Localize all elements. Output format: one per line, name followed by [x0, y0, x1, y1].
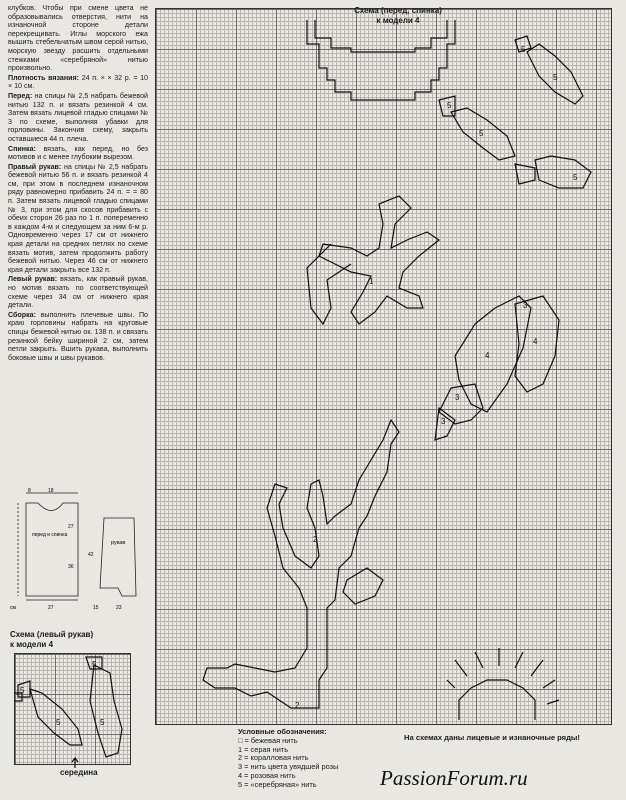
watermark: PassionForum.ru — [380, 766, 528, 790]
legend-item: □ = бежевая нить — [238, 735, 298, 745]
coral-motif — [203, 420, 399, 708]
dim-label: см — [10, 605, 16, 611]
svg-text:5: 5 — [92, 660, 97, 669]
garment-pattern-diagram — [8, 488, 148, 613]
dim-label: 15 — [93, 605, 99, 611]
svg-text:5: 5 — [573, 173, 578, 182]
dim-label: 8 — [28, 488, 31, 494]
svg-text:3: 3 — [523, 301, 528, 310]
svg-text:3: 3 — [441, 417, 446, 426]
right-sleeve-paragraph: Правый рукав: на спицы № 2,5 набрать бежевой нитью 56 п. и вязать резинкой 4 см, при этом в последнем изнаночном ряду равномерно прибавить 24 п. = = 80 п. Затем вязать лицевой гладью спицами № 3, при этом для скосов прибавить с обеих сторон 26 раз по 1 п. попеременно в каждом 4-м и следующем за ним 6-м р. Одновременно через 17 см от нижнего края детали на средних петлях по схеме вязать мотив, затем продолжить работу бежевой нитью. Через 46 см от нижнего края детали закрыть все 132 п. — [8, 162, 148, 274]
svg-text:5: 5 — [56, 718, 61, 727]
legend-item: 5 = «серебряная» нить — [238, 779, 317, 789]
legend-item: 2 = коралловая нить — [238, 753, 309, 763]
svg-text:1: 1 — [369, 277, 374, 286]
svg-text:4: 4 — [485, 351, 490, 360]
sleeve-chart-motifs — [14, 653, 129, 763]
sun-motif — [459, 680, 535, 720]
sleeve-chart-title: Схема (левый рукав) к модели 4 — [10, 630, 94, 649]
starfish-motif — [319, 196, 439, 324]
density-paragraph: Плотность вязания: 24 п. × × 32 р. = 10 × 10 см. — [8, 73, 149, 91]
assembly-paragraph: Сборка: выполнить плечевые швы. По краю горловины набрать на круговые спицы бежевой нитью ок. 138 п. и связать резинкой бейку шириной 2 см, затем петли закрыть. Вшить рукава, выполнить боковые швы и швы рукавов. — [8, 310, 148, 362]
svg-text:2: 2 — [313, 535, 318, 544]
back-paragraph: Спинка: вязать, как перед, но без мотивов и с менее глубоким вырезом. — [8, 144, 148, 162]
middle-label: середина — [60, 768, 98, 777]
legend-item: 1 = серая нить — [238, 744, 289, 754]
dim-label: 23 — [116, 605, 122, 611]
shell-motif — [455, 296, 531, 412]
dim-label: 18 — [48, 488, 54, 494]
svg-text:2: 2 — [295, 701, 300, 710]
dim-label: 27 — [48, 605, 54, 611]
svg-text:4: 4 — [533, 337, 538, 346]
svg-text:5: 5 — [553, 73, 558, 82]
rows-note: На схемах даны лицевые и изнаночные ряды! — [404, 733, 580, 742]
fish-motif — [535, 156, 591, 188]
legend-item: 3 = нить цвета увядшей розы — [238, 762, 339, 772]
neckline-outline — [307, 20, 455, 100]
svg-text:5: 5 — [20, 686, 25, 695]
intro-paragraph: клубков. Чтобы при смене цвета не образовывались отверстия, нити на изнаночной стороне детали перекрещивать. Иглы морского ежа вышить стебельчатым швом серой нитью, морскую звезду расшить отдельными стежками «серебряной» нитью произвольно. — [8, 4, 148, 73]
svg-text:5: 5 — [100, 718, 105, 727]
main-chart-title: Схема (перед, спинка) к модели 4 — [354, 6, 442, 25]
svg-text:5: 5 — [447, 101, 452, 110]
dim-label: 27 — [68, 524, 74, 530]
front-paragraph: Перед: на спицы № 2,5 набрать бежевой нитью 132 п. и вязать резинкой 4 см. Затем вязать лицевой гладью спицами № 3 по схеме, выполняя убавки для горловины. Закончив схему, закрыть оставшиеся 44 п. плеча. — [8, 91, 148, 143]
svg-text:5: 5 — [479, 129, 484, 138]
front-back-label: перед и спинка — [32, 532, 68, 538]
left-sleeve-paragraph: Левый рукав: вязать, как правый рукав, но мотив вязать по соответствующей схеме через 34 см от нижнего края детали. — [8, 275, 148, 310]
svg-text:3: 3 — [455, 393, 460, 402]
dim-label: 36 — [68, 564, 74, 570]
main-chart-motifs — [155, 8, 610, 723]
svg-text:5: 5 — [521, 45, 526, 54]
instructions-text — [8, 4, 148, 363]
legend-item: 4 = розовая нить — [238, 770, 296, 780]
legend-title: Условные обозначения: — [238, 727, 327, 736]
dim-label: 42 — [88, 552, 94, 558]
sleeve-label: рукав — [111, 540, 126, 546]
